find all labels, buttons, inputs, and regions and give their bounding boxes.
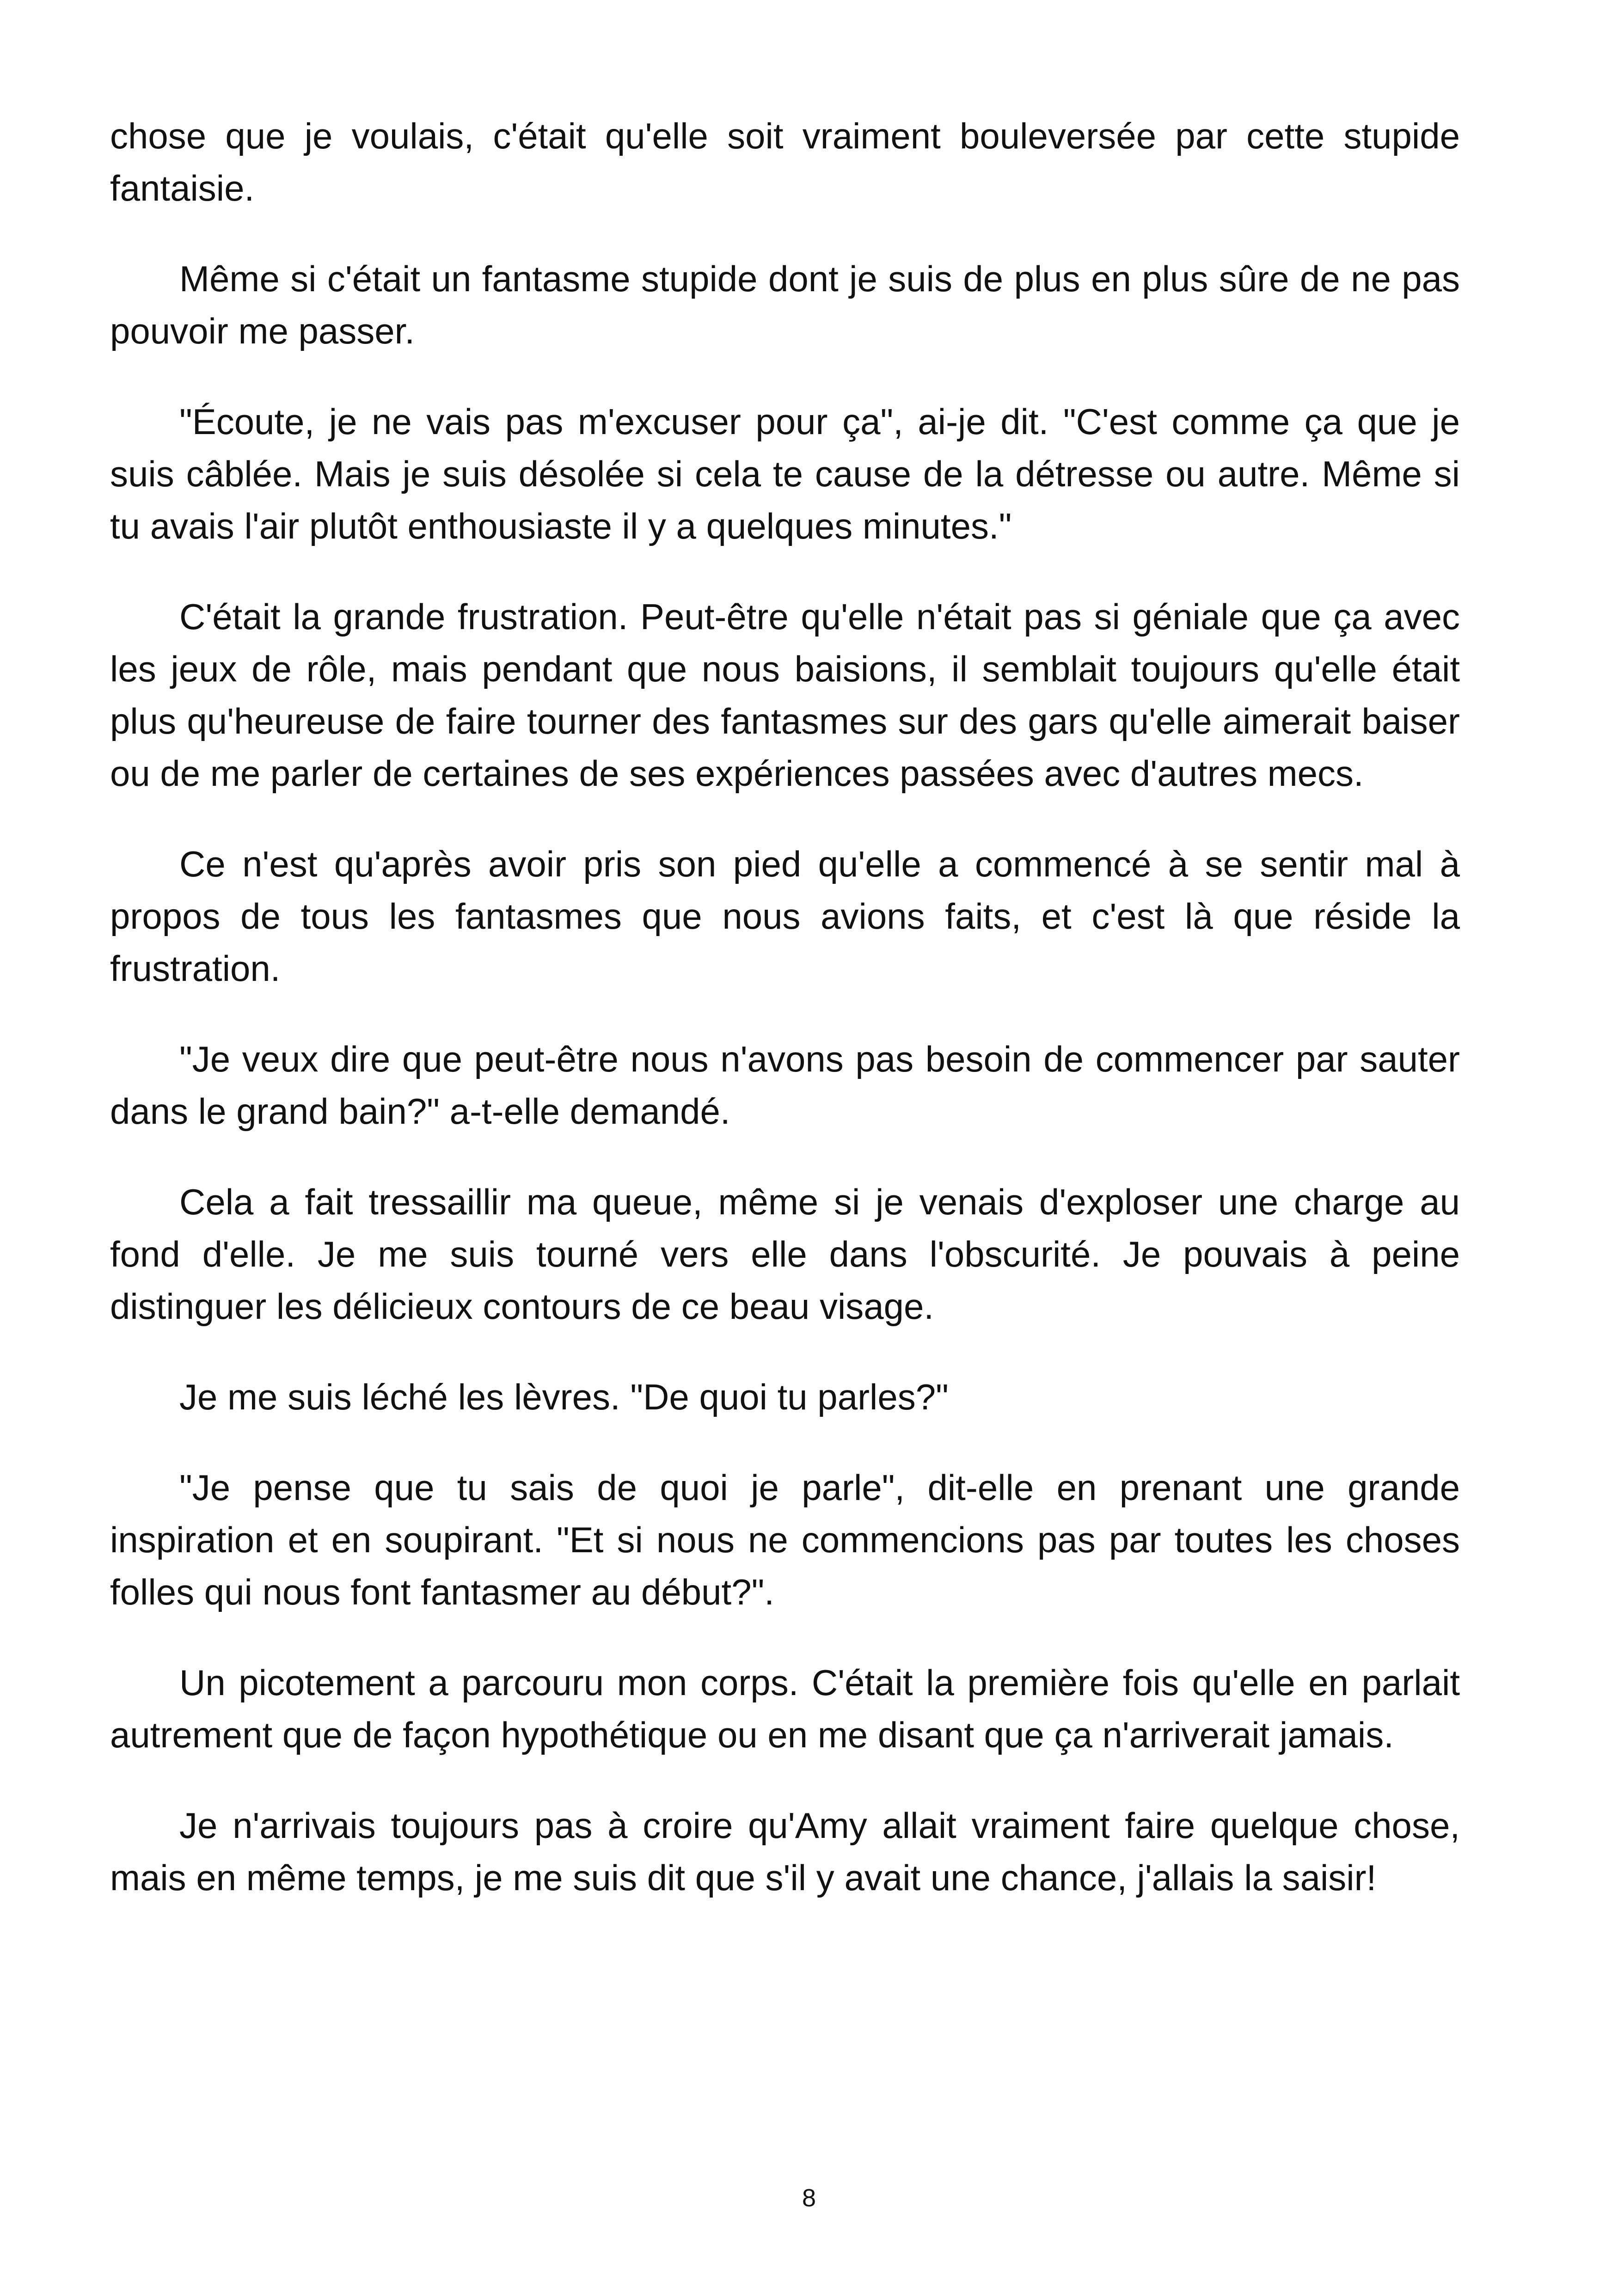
paragraph: Cela a fait tressaillir ma queue, même si je venais d'exploser une charge au fond d'elle. Je me suis tourné vers elle dans l'obscurité. Je pouvais à peine distinguer les délicieux contours de ce beau visage. [110, 1182, 1460, 1327]
paragraph: Ce n'est qu'après avoir pris son pied qu'elle a commencé à se sentir mal à propos de tous les fantasmes que nous avions faits, et c'est là que réside la frustration. [110, 844, 1460, 989]
paragraph-continued: chose que je voulais, c'était qu'elle soit vraiment bouleversée par cette stupide fantaisie. [110, 116, 1460, 208]
paragraph: "Je veux dire que peut-être nous n'avons pas besoin de commencer par sauter dans le grand bain?" a-t-elle demandé. [110, 1039, 1460, 1132]
page-body [110, 110, 1460, 1942]
paragraph: Un picotement a parcouru mon corps. C'était la première fois qu'elle en parlait autrement que de façon hypothétique ou en me disant que ça n'arriverait jamais. [110, 1662, 1460, 1755]
paragraph: Je me suis léché les lèvres. "De quoi tu parles?" [179, 1377, 949, 1417]
paragraph: C'était la grande frustration. Peut-être qu'elle n'était pas si géniale que ça avec les jeux de rôle, mais pendant que nous baisions, il semblait toujours qu'elle était plus qu'heureuse de faire tourner des fantasmes sur des gars qu'elle aimerait baiser ou de me parler de certaines de ses expériences passées avec d'autres mecs. [110, 596, 1460, 794]
paragraph: Même si c'était un fantasme stupide dont je suis de plus en plus sûre de ne pas pouvoir me passer. [110, 258, 1460, 351]
paragraph: "Écoute, je ne vais pas m'excuser pour ça", ai-je dit. "C'est comme ça que je suis câblée. Mais je suis désolée si cela te cause de la détresse ou autre. Même si tu avais l'air plutôt enthousiaste il y a quelques minutes." [110, 401, 1460, 546]
paragraph: "Je pense que tu sais de quoi je parle", dit-elle en prenant une grande inspiration et en soupirant. "Et si nous ne commencions pas par toutes les choses folles qui nous font fantasmer au début?". [110, 1467, 1460, 1612]
paragraph: Je n'arrivais toujours pas à croire qu'Amy allait vraiment faire quelque chose, mais en même temps, je me suis dit que s'il y avait une chance, j'allais la saisir! [110, 1805, 1460, 1898]
page-number: 8 [802, 2184, 816, 2212]
